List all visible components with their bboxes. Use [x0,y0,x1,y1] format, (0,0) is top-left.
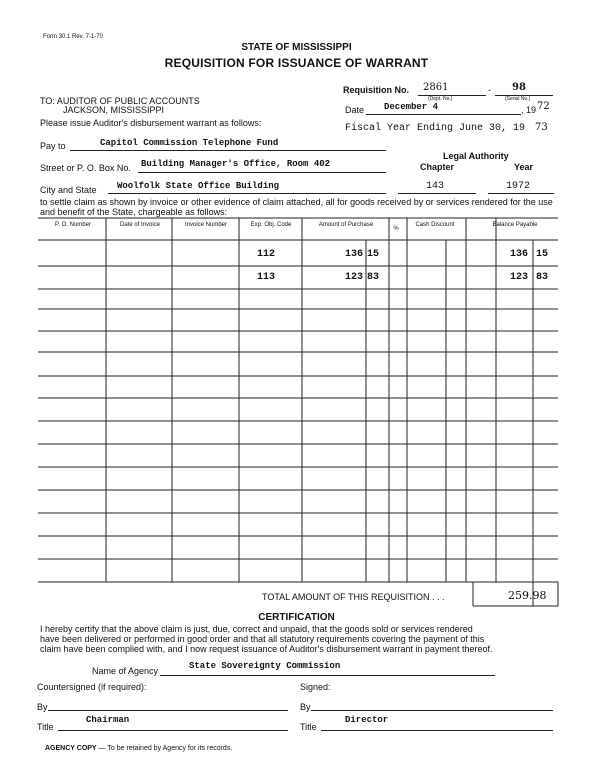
dept-no-value: 2861 [423,82,449,93]
pay-to-label: Pay to [40,141,66,151]
agency-line [160,675,495,676]
row-balance-cents: 83 [536,272,549,283]
header-invoice-number: Invoice Number [184,222,228,228]
requisition-label: Requisition No. [343,85,409,95]
row-balance-cents: 15 [536,249,549,260]
left-title-label: Title [37,722,54,732]
agency-value: State Sovereignty Commission [189,661,341,671]
agency-copy-rest: — To be retained by Agency for its records. [96,745,233,752]
header-amount-of-purchase: Amount of Purchase [318,222,374,228]
fiscal-year-value: 73 [535,122,548,133]
right-title-label: Title [300,722,317,732]
countersigned-label: Countersigned (if required): [37,682,147,692]
instruction-text: Please issue Auditor's disbursement warrant as follows: [40,118,262,128]
date-year-prefix: , 19 [521,105,537,115]
agency-copy-bold: AGENCY COPY [45,745,97,752]
requisition-dash: - [488,85,491,95]
right-title-line [321,730,553,731]
row-amount-cents: 15 [367,249,380,260]
total-value: 259.98 [508,589,547,602]
total-label: TOTAL AMOUNT OF THIS REQUISITION . . . [262,592,445,602]
year-label: Year [514,162,534,172]
state-heading: STATE OF MISSISSIPPI [241,42,352,53]
row-exp-code: 112 [257,249,276,260]
row-amount-dollars: 136 [345,249,364,260]
right-by-label: By [300,702,311,712]
form-title: REQUISITION FOR ISSUANCE OF WARRANT [164,56,429,70]
serial-no-caption: (Serial No.) [505,96,531,102]
header-balance-payable: Balance Payable [492,222,538,228]
left-title-value: Chairman [86,715,130,725]
city-state-label: City and State [40,185,97,195]
agency-copy-note [45,745,232,752]
date-label: Date [345,105,365,115]
certification-text-line-3: claim have been complied with, and I now request issuance of Auditor's disbursement warrant in payment thereof. [40,644,493,654]
agency-label: Name of Agency [92,666,159,676]
settle-claim-text: to settle claim as shown by invoice or other evidence of claim attached, all for goods received by or services rendered for the use and benefit of the State, chargeable as follows: [40,197,553,217]
table-row [240,249,565,269]
chapter-label: Chapter [420,162,455,172]
row-amount-cents: 83 [367,272,380,283]
addressee-line: TO: AUDITOR OF PUBLIC ACCOUNTS [40,96,200,106]
fiscal-year-label: Fiscal Year Ending June 30, 19 [345,123,526,134]
chapter-value: 143 [426,181,445,192]
city-state-value: Woolfolk State Office Building [117,181,280,191]
left-by-line [48,710,288,711]
right-by-line [311,710,553,711]
header-date-of-invoice: Date of Invoice [119,222,161,228]
signed-label: Signed: [300,682,331,692]
header-percent: % [393,226,399,232]
header-cash-discount: Cash Discount [415,222,455,228]
header-exp-obj-code: Exp. Obj. Code [250,222,292,228]
table-row [240,272,565,292]
header-po-number: P. O. Number [55,222,91,228]
row-balance-dollars: 136 [510,249,529,260]
serial-no-value: 98 [512,82,526,93]
year-value: 1972 [506,181,531,192]
date-value: December 4 [384,102,439,112]
certification-heading: CERTIFICATION [258,612,335,623]
left-by-label: By [37,702,48,712]
form-number: Form 30.1 Rev. 7-1-70 [43,34,103,40]
row-amount-dollars: 123 [345,272,364,283]
pay-to-value: Capitol Commission Telephone Fund [100,138,279,148]
street-value: Building Manager's Office, Room 402 [141,159,331,169]
left-title-line [58,730,288,731]
certification-text-line-2: have been delivered or performed in good order and that all statutory requirements covering the payment of this [40,634,485,644]
row-exp-code: 113 [257,272,276,283]
row-balance-dollars: 123 [510,272,529,283]
street-label: Street or P. O. Box No. [40,163,131,173]
addressee-city: JACKSON, MISSISSIPPI [63,105,165,115]
right-title-value: Director [345,715,389,725]
certification-text-line-1: I hereby certify that the above claim is just, due, correct and unpaid, that the goods sold or services rendered [40,624,473,634]
legal-authority-heading: Legal Authority [443,151,509,161]
date-year-value: 72 [537,101,550,112]
dept-no-caption: (Dept. No.) [428,96,453,102]
